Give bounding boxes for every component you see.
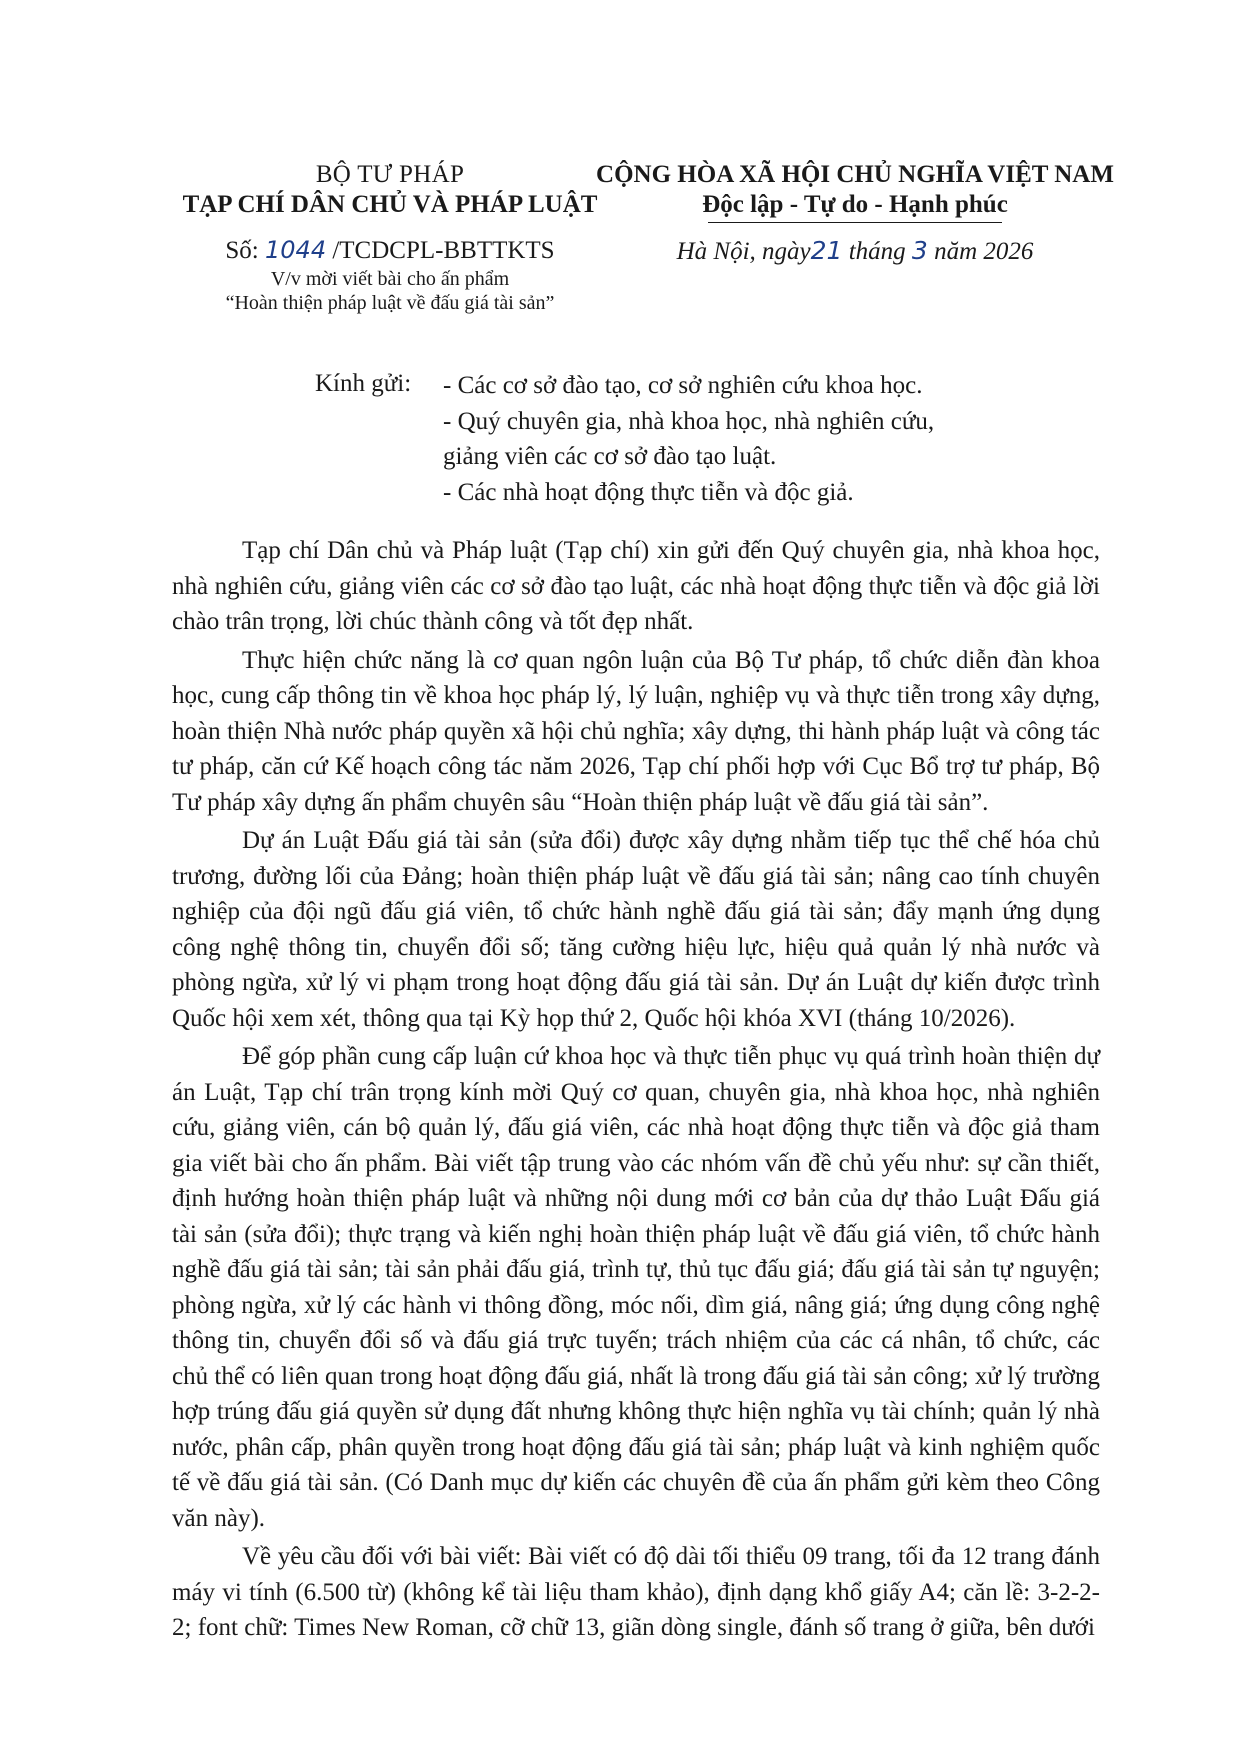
- national-motto: Độc lập - Tự do - Hạnh phúc: [702, 191, 1008, 218]
- body-paragraph: Về yêu cầu đối với bài viết: Bài viết có độ dài tối thiểu 09 trang, tối đa 12 trang đánh máy vi tính (6.500 từ) (không kể tài liệu tham khảo), định dạng khổ giấy A4; căn lề: 3-2-2-2; font chữ: Times New Roman, cỡ chữ 13, giãn dòng single, đánh số trang ở giữa, bên dưới: [172, 1543, 1100, 1641]
- doc-number-prefix: Số:: [225, 237, 259, 264]
- date-month-handwritten: 3: [911, 236, 928, 265]
- recipient-item: - Các cơ sở đào tạo, cơ sở nghiên cứu khoa học.: [443, 372, 923, 399]
- recipients-label: Kính gửi:: [315, 370, 412, 397]
- body-paragraph: Tạp chí Dân chủ và Pháp luật (Tạp chí) xin gửi đến Quý chuyên gia, nhà khoa học, nhà nghiên cứu, giảng viên các cơ sở đào tạo luật, các nhà hoạt động thực tiễn và độc giả lời chào trân trọng, lời chúc thành công và tốt đẹp nhất.: [172, 537, 1100, 635]
- parent-agency: BỘ TƯ PHÁP: [315, 161, 465, 188]
- date-place-day-label: Hà Nội, ngày: [676, 238, 811, 265]
- document-number: [180, 234, 600, 267]
- body-paragraph: Thực hiện chức năng là cơ quan ngôn luận của Bộ Tư pháp, tổ chức diễn đàn khoa học, cung cấp thông tin về khoa học pháp lý, lý luận, nghiệp vụ và thực tiễn trong xây dựng, hoàn thiện Nhà nước pháp quyền xã hội chủ nghĩa; xây dựng, thi hành pháp luật và công tác tư pháp, căn cứ Kế hoạch công tác năm 2026, Tạp chí phối hợp với Cục Bổ trợ tư pháp, Bộ Tư pháp xây dựng ấn phẩm chuyên sâu “Hoàn thiện pháp luật về đấu giá tài sản”.: [172, 646, 1100, 816]
- dateline: [585, 235, 1125, 268]
- recipient-item: - Các nhà hoạt động thực tiễn và độc giả.: [443, 478, 854, 506]
- motto-underline: [708, 222, 1002, 223]
- doc-number-handwritten: 1044: [265, 236, 327, 264]
- issuing-organization: TẠP CHÍ DÂN CHỦ VÀ PHÁP LUẬT: [182, 191, 598, 218]
- doc-number-suffix: /TCDCPL-BBTTKTS: [332, 237, 555, 264]
- date-year: năm 2026: [934, 238, 1034, 265]
- body-paragraph: Để góp phần cung cấp luận cứ khoa học và thực tiễn phục vụ quá trình hoàn thiện dự án Luật, Tạp chí trân trọng kính mời Quý cơ quan, chuyên gia, nhà khoa học, nhà nghiên cứu, giảng viên, cán bộ quản lý, đấu giá viên, các nhà hoạt động thực tiễn và độc giả tham gia viết bài cho ấn phẩm. Bài viết tập trung vào các nhóm vấn đề chủ yếu như: sự cần thiết, định hướng hoàn thiện pháp luật và những nội dung mới cơ bản của dự thảo Luật Đấu giá tài sản (sửa đổi); thực trạng và kiến nghị hoàn thiện pháp luật về đấu giá viên, tổ chức hành nghề đấu giá tài sản; tài sản phải đấu giá, trình tự, thủ tục đấu giá; đấu giá tài sản tự nguyện; phòng ngừa, xử lý các hành vi thông đồng, móc nối, dìm giá, nâng giá; ứng dụng công nghệ thông tin, chuyển đổi số và đấu giá trực tuyến; trách nhiệm của các cá nhân, tổ chức, các chủ thể có liên quan trong hoạt động đấu giá, nhất là trong đấu giá tài sản công; xử lý trường hợp trúng đấu giá quyền sử dụng đất nhưng không thực hiện nghĩa vụ tài chính; quản lý nhà nước, phân cấp, phân quyền trong hoạt động đấu giá tài sản; pháp luật và kinh nghiệm quốc tế về đấu giá tài sản. (Có Danh mục dự kiến các chuyên đề của ấn phẩm gửi kèm theo Công văn này).: [172, 1043, 1100, 1532]
- letter-body: [172, 533, 1100, 1649]
- recipient-item: - Quý chuyên gia, nhà khoa học, nhà nghiên cứu,: [443, 407, 935, 435]
- subject-line-2: “Hoàn thiện pháp luật về đấu giá tài sản”: [225, 292, 555, 314]
- national-header: [585, 160, 1125, 268]
- motto-block: [702, 190, 1008, 223]
- date-month-label: tháng: [848, 238, 906, 265]
- issuer-block: [180, 160, 600, 315]
- date-day-handwritten: 21: [810, 236, 843, 265]
- national-title: CỘNG HÒA XÃ HỘI CHỦ NGHĨA VIỆT NAM: [596, 161, 1114, 188]
- body-paragraph: Dự án Luật Đấu giá tài sản (sửa đổi) được xây dựng nhằm tiếp tục thể chế hóa chủ trương, đường lối của Đảng; hoàn thiện pháp luật về đấu giá tài sản; nâng cao tính chuyên nghiệp của đội ngũ đấu giá viên, tổ chức hành nghề đấu giá tài sản; đẩy mạnh ứng dụng công nghệ thông tin, chuyển đổi số; tăng cường hiệu lực, hiệu quả quản lý nhà nước và phòng ngừa, xử lý vi phạm trong hoạt động đấu giá tài sản. Dự án Luật dự kiến được trình Quốc hội xem xét, thông qua tại Kỳ họp thứ 2, Quốc hội khóa XVI (tháng 10/2026).: [172, 827, 1100, 1032]
- recipients-list: [443, 368, 1123, 510]
- subject-line-1: V/v mời viết bài cho ấn phẩm: [270, 268, 510, 290]
- recipient-item: giảng viên các cơ sở đào tạo luật.: [443, 443, 777, 470]
